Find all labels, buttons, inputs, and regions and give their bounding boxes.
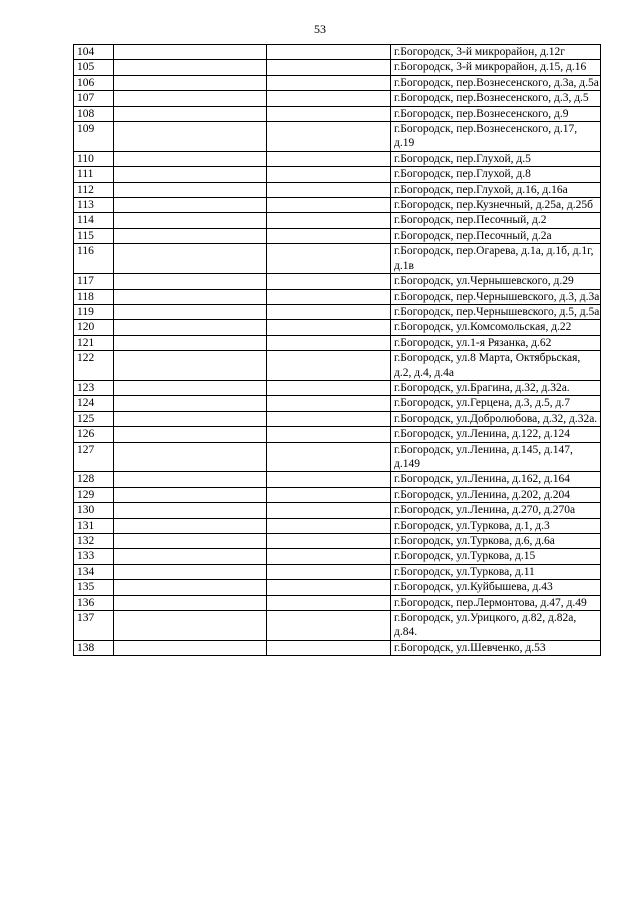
- row-number: 124: [74, 396, 114, 411]
- address-cell: г.Богородск, ул.Ленина, д.145, д.147, д.149: [391, 442, 601, 472]
- empty-cell: [267, 411, 391, 426]
- row-number: 126: [74, 427, 114, 442]
- row-number: 109: [74, 122, 114, 152]
- empty-cell: [267, 75, 391, 90]
- empty-cell: [114, 380, 267, 395]
- address-cell: г.Богородск, ул.Ленина, д.122, д.124: [391, 427, 601, 442]
- row-number: 131: [74, 518, 114, 533]
- empty-cell: [114, 518, 267, 533]
- table-row: [74, 320, 601, 335]
- empty-cell: [267, 335, 391, 350]
- empty-cell: [114, 487, 267, 502]
- empty-cell: [267, 228, 391, 243]
- row-number: 114: [74, 213, 114, 228]
- empty-cell: [114, 75, 267, 90]
- address-cell: г.Богородск, ул.Урицкого, д.82, д.82а, д.84.: [391, 611, 601, 641]
- table-row: [74, 198, 601, 213]
- address-cell: г.Богородск, ул.Добролюбова, д.32, д.32а.: [391, 411, 601, 426]
- row-number: 111: [74, 167, 114, 182]
- address-cell: г.Богородск, ул.1-я Рязанка, д.62: [391, 335, 601, 350]
- empty-cell: [267, 289, 391, 304]
- empty-cell: [114, 564, 267, 579]
- empty-cell: [267, 151, 391, 166]
- row-number: 123: [74, 380, 114, 395]
- row-number: 138: [74, 640, 114, 655]
- empty-cell: [114, 595, 267, 610]
- empty-cell: [114, 244, 267, 274]
- table-row: [74, 228, 601, 243]
- table-row: [74, 534, 601, 549]
- empty-cell: [114, 503, 267, 518]
- table-row: [74, 304, 601, 319]
- empty-cell: [267, 122, 391, 152]
- row-number: 136: [74, 595, 114, 610]
- empty-cell: [114, 411, 267, 426]
- empty-cell: [267, 640, 391, 655]
- table-row: [74, 611, 601, 641]
- empty-cell: [267, 487, 391, 502]
- table-row: [74, 518, 601, 533]
- empty-cell: [114, 198, 267, 213]
- row-number: 137: [74, 611, 114, 641]
- empty-cell: [114, 351, 267, 381]
- table-row: [74, 274, 601, 289]
- empty-cell: [267, 503, 391, 518]
- row-number: 116: [74, 244, 114, 274]
- address-cell: г.Богородск, пер.Глухой, д.16, д.16а: [391, 182, 601, 197]
- address-cell: г.Богородск, ул.8 Марта, Октябрьская, д.2, д.4, д.4а: [391, 351, 601, 381]
- empty-cell: [114, 304, 267, 319]
- address-cell: г.Богородск, пер.Огарева, д.1а, д.1б, д.1г, д.1в: [391, 244, 601, 274]
- row-number: 127: [74, 442, 114, 472]
- table-row: [74, 564, 601, 579]
- empty-cell: [114, 549, 267, 564]
- empty-cell: [114, 151, 267, 166]
- row-number: 128: [74, 472, 114, 487]
- empty-cell: [114, 106, 267, 121]
- empty-cell: [267, 45, 391, 60]
- address-cell: г.Богородск, пер.Вознесенского, д.3а, д.5а: [391, 75, 601, 90]
- address-table-body: [74, 45, 601, 656]
- address-cell: г.Богородск, ул.Брагина, д.32, д.32а.: [391, 380, 601, 395]
- table-row: [74, 380, 601, 395]
- address-cell: г.Богородск, ул.Туркова, д.6, д.6а: [391, 534, 601, 549]
- address-cell: г.Богородск, ул.Ленина, д.162, д.164: [391, 472, 601, 487]
- empty-cell: [267, 549, 391, 564]
- row-number: 133: [74, 549, 114, 564]
- empty-cell: [267, 244, 391, 274]
- empty-cell: [114, 611, 267, 641]
- empty-cell: [267, 518, 391, 533]
- empty-cell: [267, 351, 391, 381]
- address-cell: г.Богородск, ул.Ленина, д.202, д.204: [391, 487, 601, 502]
- address-cell: г.Богородск, пер.Песочный, д.2а: [391, 228, 601, 243]
- empty-cell: [267, 167, 391, 182]
- page-number: 53: [314, 22, 326, 36]
- table-row: [74, 487, 601, 502]
- address-cell: г.Богородск, пер.Вознесенского, д.3, д.5: [391, 91, 601, 106]
- row-number: 134: [74, 564, 114, 579]
- address-cell: г.Богородск, пер.Кузнечный, д.25а, д.25б: [391, 198, 601, 213]
- empty-cell: [114, 396, 267, 411]
- table-row: [74, 595, 601, 610]
- table-row: [74, 122, 601, 152]
- table-row: [74, 167, 601, 182]
- table-row: [74, 351, 601, 381]
- row-number: 104: [74, 45, 114, 60]
- empty-cell: [114, 60, 267, 75]
- address-cell: г.Богородск, ул.Герцена, д.3, д.5, д.7: [391, 396, 601, 411]
- table-row: [74, 45, 601, 60]
- empty-cell: [114, 274, 267, 289]
- row-number: 110: [74, 151, 114, 166]
- table-row: [74, 213, 601, 228]
- table-row: [74, 411, 601, 426]
- row-number: 130: [74, 503, 114, 518]
- table-row: [74, 427, 601, 442]
- empty-cell: [267, 274, 391, 289]
- row-number: 115: [74, 228, 114, 243]
- address-cell: г.Богородск, ул.Ленина, д.270, д.270а: [391, 503, 601, 518]
- table-row: [74, 106, 601, 121]
- empty-cell: [114, 442, 267, 472]
- empty-cell: [267, 91, 391, 106]
- table-row: [74, 442, 601, 472]
- address-cell: г.Богородск, пер.Чернышевского, д.3, д.3а: [391, 289, 601, 304]
- table-row: [74, 549, 601, 564]
- address-cell: г.Богородск, пер.Глухой, д.5: [391, 151, 601, 166]
- table-row: [74, 182, 601, 197]
- empty-cell: [267, 534, 391, 549]
- empty-cell: [267, 564, 391, 579]
- row-number: 119: [74, 304, 114, 319]
- row-number: 120: [74, 320, 114, 335]
- address-cell: г.Богородск, пер.Вознесенского, д.17, д.19: [391, 122, 601, 152]
- row-number: 112: [74, 182, 114, 197]
- empty-cell: [114, 167, 267, 182]
- table-row: [74, 580, 601, 595]
- empty-cell: [267, 595, 391, 610]
- table-row: [74, 60, 601, 75]
- address-cell: г.Богородск, пер.Чернышевского, д.5, д.5а: [391, 304, 601, 319]
- row-number: 106: [74, 75, 114, 90]
- empty-cell: [267, 380, 391, 395]
- empty-cell: [114, 91, 267, 106]
- empty-cell: [267, 213, 391, 228]
- empty-cell: [267, 106, 391, 121]
- row-number: 118: [74, 289, 114, 304]
- address-cell: г.Богородск, пер.Вознесенского, д.9: [391, 106, 601, 121]
- empty-cell: [267, 472, 391, 487]
- row-number: 122: [74, 351, 114, 381]
- empty-cell: [114, 580, 267, 595]
- table-row: [74, 289, 601, 304]
- address-cell: г.Богородск, 3-й микрорайон, д.15, д.16: [391, 60, 601, 75]
- row-number: 135: [74, 580, 114, 595]
- table-row: [74, 75, 601, 90]
- empty-cell: [267, 198, 391, 213]
- address-cell: г.Богородск, ул.Комсомольская, д.22: [391, 320, 601, 335]
- address-cell: г.Богородск, ул.Куйбышева, д.43: [391, 580, 601, 595]
- empty-cell: [114, 45, 267, 60]
- address-cell: г.Богородск, 3-й микрорайон, д.12г: [391, 45, 601, 60]
- address-cell: г.Богородск, пер.Лермонтова, д.47, д.49: [391, 595, 601, 610]
- row-number: 117: [74, 274, 114, 289]
- address-cell: г.Богородск, ул.Шевченко, д.53: [391, 640, 601, 655]
- row-number: 125: [74, 411, 114, 426]
- table-row: [74, 472, 601, 487]
- address-table: [73, 44, 601, 656]
- row-number: 113: [74, 198, 114, 213]
- empty-cell: [267, 60, 391, 75]
- row-number: 105: [74, 60, 114, 75]
- empty-cell: [267, 427, 391, 442]
- table-row: [74, 151, 601, 166]
- table-row: [74, 244, 601, 274]
- row-number: 132: [74, 534, 114, 549]
- empty-cell: [114, 335, 267, 350]
- row-number: 107: [74, 91, 114, 106]
- empty-cell: [114, 182, 267, 197]
- table-row: [74, 335, 601, 350]
- empty-cell: [114, 289, 267, 304]
- empty-cell: [267, 396, 391, 411]
- row-number: 121: [74, 335, 114, 350]
- empty-cell: [114, 122, 267, 152]
- address-cell: г.Богородск, ул.Туркова, д.1, д.3: [391, 518, 601, 533]
- empty-cell: [267, 442, 391, 472]
- address-cell: г.Богородск, ул.Туркова, д.11: [391, 564, 601, 579]
- empty-cell: [114, 472, 267, 487]
- table-row: [74, 640, 601, 655]
- empty-cell: [267, 320, 391, 335]
- row-number: 108: [74, 106, 114, 121]
- empty-cell: [114, 640, 267, 655]
- empty-cell: [267, 580, 391, 595]
- empty-cell: [267, 182, 391, 197]
- empty-cell: [114, 534, 267, 549]
- address-cell: г.Богородск, пер.Глухой, д.8: [391, 167, 601, 182]
- empty-cell: [114, 427, 267, 442]
- empty-cell: [114, 228, 267, 243]
- table-row: [74, 503, 601, 518]
- empty-cell: [114, 213, 267, 228]
- row-number: 129: [74, 487, 114, 502]
- empty-cell: [114, 320, 267, 335]
- address-cell: г.Богородск, ул.Туркова, д.15: [391, 549, 601, 564]
- address-cell: г.Богородск, пер.Песочный, д.2: [391, 213, 601, 228]
- table-row: [74, 396, 601, 411]
- empty-cell: [267, 611, 391, 641]
- table-row: [74, 91, 601, 106]
- empty-cell: [267, 304, 391, 319]
- address-cell: г.Богородск, ул.Чернышевского, д.29: [391, 274, 601, 289]
